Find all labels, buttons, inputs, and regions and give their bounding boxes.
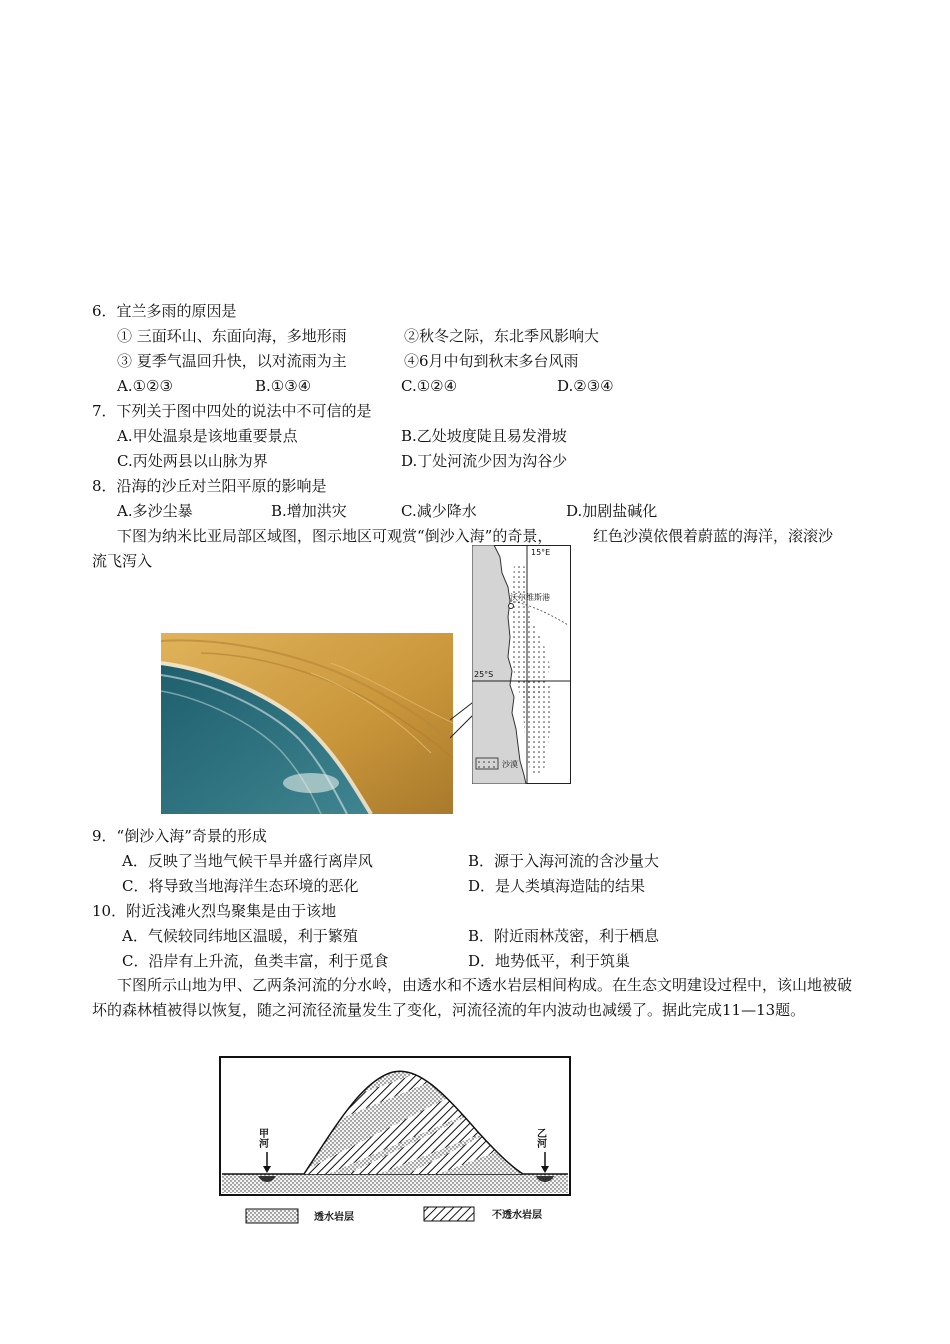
q6-statement-4: ④6月中旬到秋末多台风雨	[404, 352, 579, 370]
map-legend-label: 沙漠	[502, 760, 518, 769]
q10-stem: 10．附近浅滩火烈鸟聚集是由于该地	[92, 902, 337, 920]
q7-option-d: D.丁处河流少因为沟谷少	[401, 452, 568, 470]
q9-option-c: C．将导致当地海洋生态环境的恶化	[122, 877, 359, 895]
cross-section-figure	[218, 1052, 574, 1230]
q10-option-d: D．地势低平，利于筑巢	[468, 952, 631, 970]
river-jia-label: 甲河	[256, 1128, 268, 1148]
q7-stem: 7．下列关于图中四处的说法中不可信的是	[92, 402, 372, 420]
q8-option-c: C.减少降水	[401, 502, 477, 520]
q6-option-d: D.②③④	[557, 377, 614, 395]
river-yi-label: 乙河	[534, 1128, 546, 1148]
lat-label: 25°S	[474, 670, 494, 679]
q6-option-a: A.①②③	[117, 377, 173, 395]
q8-option-d: D.加剧盐碱化	[566, 502, 658, 520]
intro1-line1-left: 下图为纳米比亚局部区域图，图示地区可观赏“倒沙入海”的奇景，	[117, 527, 553, 545]
q8-stem: 8．沿海的沙丘对兰阳平原的影响是	[92, 477, 327, 495]
q7-option-b: B.乙处坡度陡且易发滑坡	[401, 427, 567, 445]
legend-impermeable-swatch	[424, 1207, 474, 1221]
q6-stem: 6．宜兰多雨的原因是	[92, 302, 237, 320]
cross-section-svg	[218, 1052, 574, 1230]
lon-label: 15°E	[531, 548, 551, 557]
intro1-line2: 流飞泻入	[92, 552, 153, 570]
q6-option-c: C.①②④	[401, 377, 458, 395]
namibia-map	[472, 545, 571, 784]
q6-statement-1: ① 三面环山、东面向海，多地形雨	[117, 327, 347, 345]
q9-stem: 9．“倒沙入海”奇景的形成	[92, 827, 267, 845]
q9-option-b: B．源于入海河流的含沙量大	[468, 852, 660, 870]
q9-option-a: A．反映了当地气候干旱并盛行离岸风	[122, 852, 373, 870]
legend-impermeable-label: 不透水岩层	[492, 1210, 542, 1221]
q6-statement-3: ③ 夏季气温回升快，以对流雨为主	[117, 352, 347, 370]
q10-option-a: A．气候较同纬地区温暖，利于繁殖	[122, 927, 358, 945]
dune-sea-photo	[161, 633, 453, 814]
dune-sea-photo-svg	[161, 633, 453, 814]
q10-option-b: B．附近雨林茂密，利于栖息	[468, 927, 660, 945]
map-legend-swatch	[476, 758, 498, 769]
q7-option-c: C.丙处两县以山脉为界	[117, 452, 268, 470]
intro1-line1-right: 红色沙漠依偎着蔚蓝的海洋，滚滚沙	[593, 527, 834, 545]
q8-option-a: A.多沙尘暴	[117, 502, 193, 520]
q7-option-a: A.甲处温泉是该地重要景点	[117, 427, 298, 445]
q6-option-b: B.①③④	[255, 377, 312, 395]
namibia-map-svg	[472, 545, 571, 784]
q8-option-b: B.增加洪灾	[271, 502, 347, 520]
q10-option-c: C．沿岸有上升流，鱼类丰富，利于觅食	[122, 952, 389, 970]
intro2-paragraph: 下图所示山地为甲、乙两条河流的分水岭，由透水和不透水岩层相间构成。在生态文明建设过程中，该山地被破坏的森林植被得以恢复，随之河流径流量发生了变化，河流径流的年内波动也减缓了。据此完成11—13题。	[92, 976, 853, 1019]
q6-statement-2: ②秋冬之际，东北季风影响大	[404, 327, 600, 345]
legend-permeable-swatch	[246, 1209, 298, 1223]
legend-permeable-label: 透水岩层	[314, 1212, 354, 1223]
port-label: 沃尔维斯港	[510, 593, 550, 602]
q9-option-d: D．是人类填海造陆的结果	[468, 877, 646, 895]
